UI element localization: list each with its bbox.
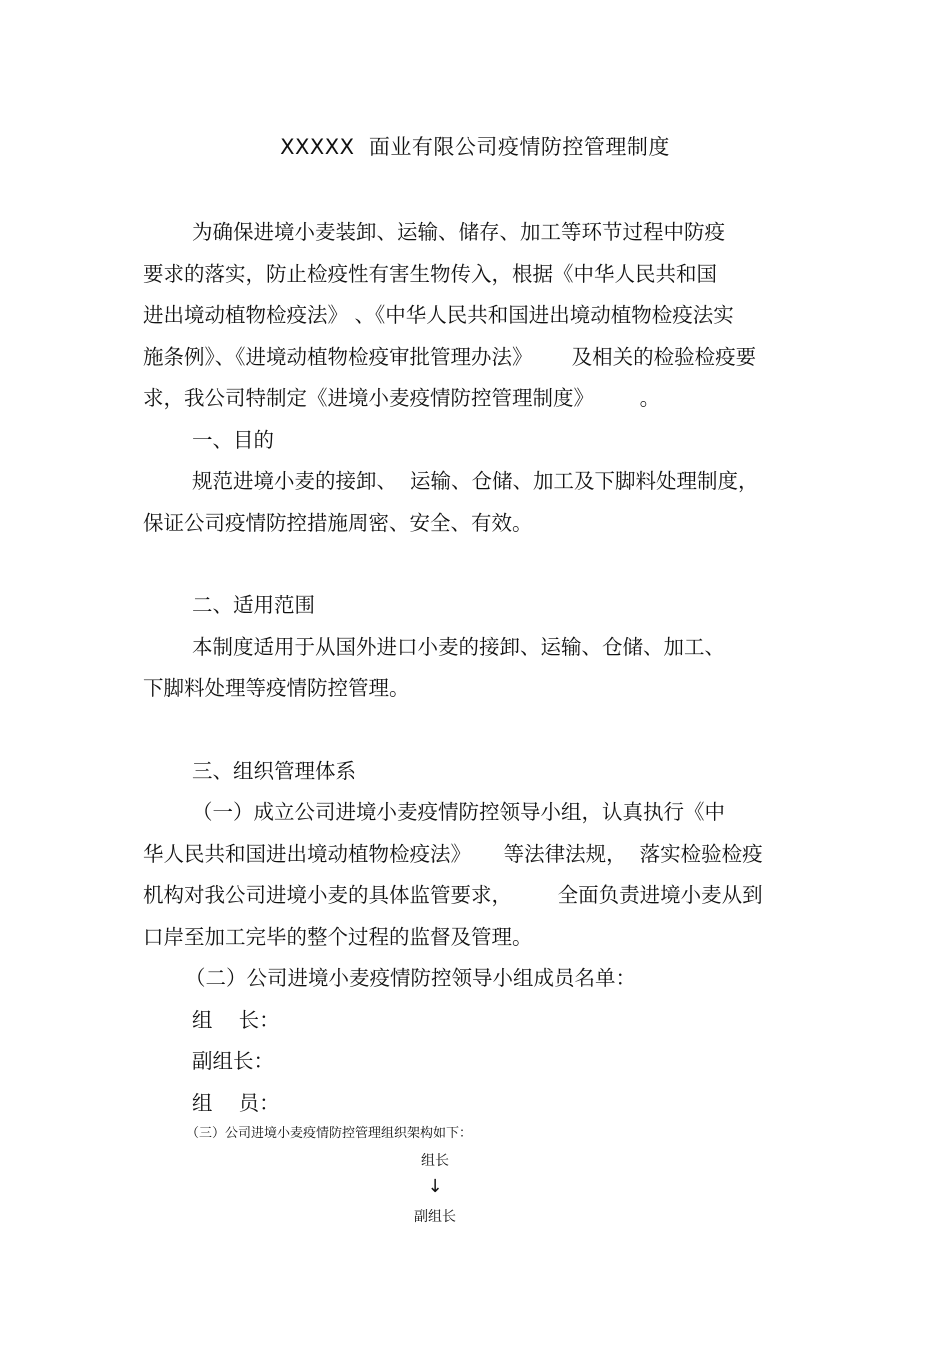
intro-line: 为确保进境小麦装卸、运输、储存、加工等环节过程中防疫 [192,220,725,244]
section-heading-scope: 二、适用范围 [192,593,315,617]
purpose-line: 保证公司疫情防控措施周密、安全、有效。 [143,510,533,535]
organization-line: 华人民共和国进出境动植物检疫法》 等法律法规， 落实检验检疫 [143,841,763,866]
scope-paragraph [143,627,803,710]
section-heading-purpose: 一、目的 [192,427,274,452]
scope-line: 下脚料处理等疫情防控管理。 [143,676,410,700]
organization-line: （一）成立公司进境小麦疫情防控领导小组，认真执行《中 [192,800,725,824]
organization-line: 机构对我公司进境小麦的具体监管要求， 全面负责进境小麦从到 [143,883,763,907]
organization-item-1 [143,792,803,958]
document-body [143,212,803,1124]
organization-item-3: （三）公司进境小麦疫情防控管理组织架构如下： [186,1126,473,1141]
section-heading-organization: 三、组织管理体系 [192,758,356,783]
spacer [143,544,803,585]
purpose-line: 规范进境小麦的接卸、 运输、仓储、加工及下脚料处理制度， [192,469,759,493]
purpose-paragraph [143,461,803,544]
member-deputy-leader: 副组长： [192,1049,274,1073]
down-arrow-icon: ↓ [427,1176,443,1197]
org-chart-leader: 组长 [421,1153,449,1169]
intro-line: 求，我公司特制定《进境小麦疫情防控管理制度》 。 [143,386,661,410]
intro-line: 进出境动植物检疫法》 、《中华人民共和国进出境动植物检疫法实 [143,303,734,327]
scope-line: 本制度适用于从国外进口小麦的接卸、运输、仓储、加工、 [192,634,725,659]
intro-line: 要求的落实，防止检疫性有害生物传入，根据《中华人民共和国 [143,261,717,286]
intro-line: 施条例》、《进境动植物检疫审批管理办法》 及相关的检验检疫要 [143,344,757,369]
org-chart-deputy-leader: 副组长 [414,1209,456,1225]
spacer [143,710,803,751]
organization-item-2: （二）公司进境小麦疫情防控领导小组成员名单： [185,966,636,990]
member-members: 组 员： [192,1090,280,1115]
organization-line: 口岸至加工完毕的整个过程的监督及管理。 [143,924,533,949]
document-title: XXXXX 面业有限公司疫情防控管理制度 [280,135,670,159]
intro-paragraph [143,212,803,420]
member-leader: 组 长： [192,1007,280,1032]
